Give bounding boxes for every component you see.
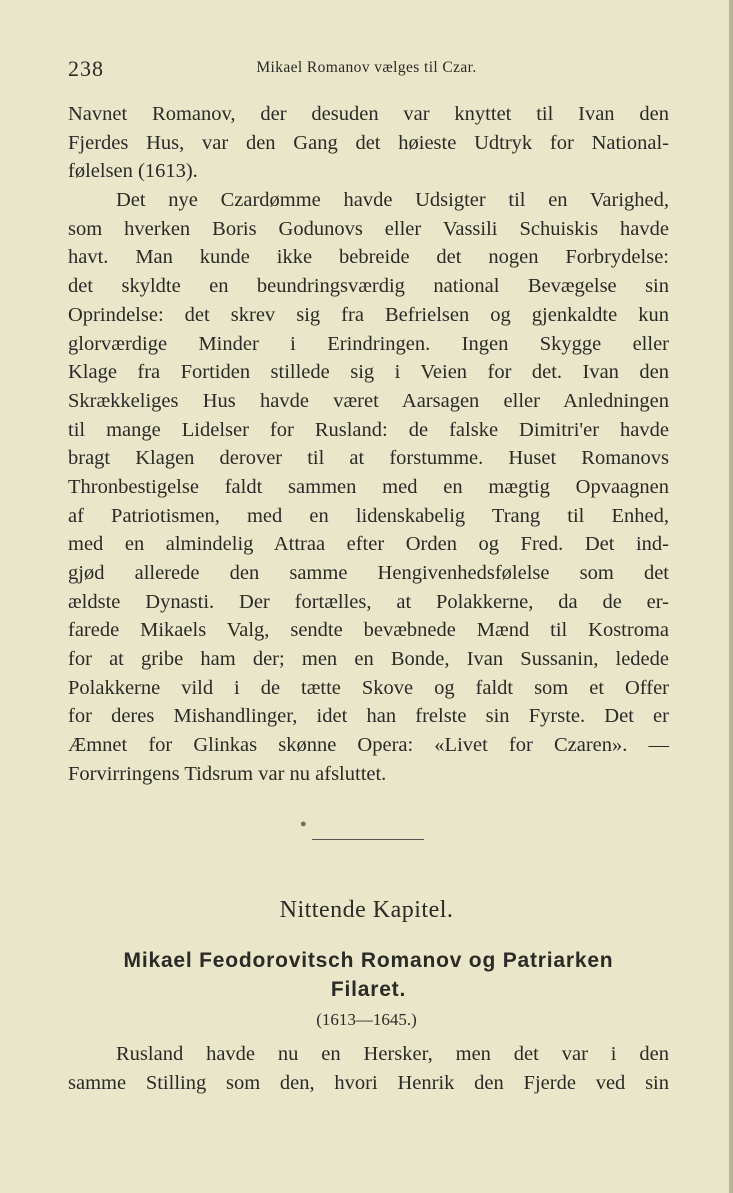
text-line: af Patriotismen, med en lidenskabelig Trang til Enhed,: [68, 504, 669, 527]
text-line: ældste Dynasti. Der fortælles, at Polakkerne, da de er-: [68, 590, 669, 613]
text-line: Det nye Czardømme havde Udsigter til en Varighed,: [116, 189, 669, 212]
text-line: Navnet Romanov, der desuden var knyttet til Ivan den: [68, 103, 669, 125]
text-line: som hverken Boris Godunovs eller Vassili Schuiskis havde: [68, 217, 669, 240]
text-line: Skrækkeliges Hus havde været Aarsagen eller Anledningen: [68, 389, 669, 412]
chapter-dates: (1613—1645.): [316, 1010, 417, 1029]
text-line: for at gribe ham der; men en Bonde, Ivan Sussanin, ledede: [68, 648, 669, 671]
text-line: Klage fra Fortiden stillede sig i Veien for det. Ivan den: [68, 361, 669, 384]
text-line: havt. Man kunde ikke bebreide det nogen Forbrydelse:: [68, 246, 669, 269]
text-line: Æmnet for Glinkas skønne Opera: «Livet for Czaren». —: [68, 734, 669, 757]
text-line: samme Stilling som den, hvori Henrik den Fjerde ved sin: [68, 1071, 669, 1094]
chapter-label: Nittende Kapitel.: [279, 897, 454, 923]
text-line: Thronbestigelse faldt sammen med en mægtig Opvaagnen: [68, 475, 669, 498]
text-line: for deres Mishandlinger, idet han frelste sin Fyrste. Det er: [68, 705, 669, 728]
text-line: farede Mikaels Valg, sendte bevæbnede Mænd til Kostroma: [68, 619, 669, 642]
text-line: bragt Klagen derover til at forstumme. Huset Romanovs: [68, 447, 669, 470]
text-line: gjød allerede den samme Hengivenhedsfølelse som det: [68, 562, 669, 584]
page-header: [0, 56, 733, 86]
page-number: 238: [68, 56, 104, 81]
text-line: Polakkerne vild i de tætte Skove og faldt som et Offer: [68, 676, 669, 699]
chapter-title: [68, 946, 669, 1004]
text-line: glorværdige Minder i Erindringen. Ingen Skygge eller: [68, 332, 669, 355]
text-line: til mange Lidelser for Rusland: de falske Dimitri'er havde: [68, 418, 669, 441]
body-text: [68, 100, 669, 789]
text-line: Forvirringens Tidsrum var nu afsluttet.: [68, 762, 387, 785]
running-title: Mikael Romanov vælges til Czar.: [256, 59, 477, 76]
chapter-title-line: Filaret.: [330, 978, 407, 1001]
text-line: følelsen (1613).: [68, 160, 198, 183]
text-line: Rusland havde nu en Hersker, men det var i den: [116, 1043, 669, 1065]
chapter-title-line: Mikael Feodorovitsch Romanov og Patriarken: [123, 949, 614, 972]
section-divider: [312, 839, 424, 840]
text-line: Fjerdes Hus, var den Gang det høieste Udtryk for National-: [68, 131, 669, 154]
chapter-text: [68, 1040, 669, 1097]
ornament-dot-icon: ●: [300, 818, 307, 830]
text-line: Oprindelse: det skrev sig fra Befrielsen og gjenkaldte kun: [68, 303, 669, 326]
text-line: det skyldte en beundringsværdig national Bevægelse sin: [68, 275, 669, 298]
text-line: med en almindelig Attraa efter Orden og Fred. Det ind-: [68, 533, 669, 556]
